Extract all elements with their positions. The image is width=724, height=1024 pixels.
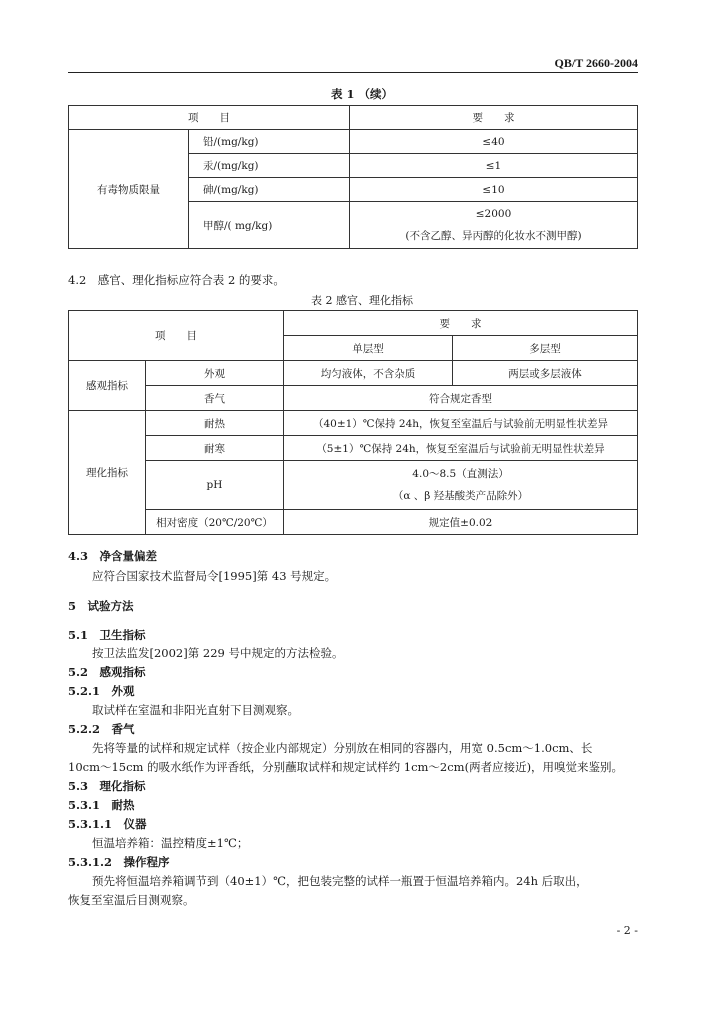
req-arsenic: ≤10 [350,178,638,202]
group-toxic-limits: 有毒物质限量 [69,130,189,249]
heading-5-3-1-2: 5.3.1.2 操作程序 [68,855,170,869]
group-physicochemical: 理化指标 [69,411,146,535]
heading-5-3-1-1: 5.3.1.1 仪器 [68,817,147,831]
col-header-item: 项 目 [69,311,284,361]
table-2-sensory-physicochemical [68,310,638,535]
req-fragrance: 符合规定香型 [284,386,638,411]
req-ph-range: 4.0～8.5（直测法） [412,468,509,480]
text-5-2-2-line2: 10cm～15cm 的吸水纸作为评香纸，分别蘸取试样和规定试样约 1cm～2cm(两者应接近)，用嗅觉来鉴别。 [68,760,624,774]
text-4-3: 应符合国家技术监督局令[1995]第 43 号规定。 [92,569,337,583]
table2-title: 表 2 感官、理化指标 [311,294,413,307]
req-appearance-single: 均匀液体，不含杂质 [284,361,453,386]
heading-5: 5 试验方法 [68,599,134,613]
req-heat-resistance: （40±1）℃保持 24h，恢复至室温后与试验前无明显性状差异 [284,411,638,436]
standard-code: QB/T 2660-2004 [554,56,638,70]
heading-5-3-1: 5.3.1 耐热 [68,798,135,812]
table-row [69,461,638,510]
page-number: - 2 - [616,924,638,937]
table1-title: 表 1 （续） [330,87,393,101]
text-5-2-1: 取试样在室温和非阳光直射下目测观察。 [92,703,299,717]
item-cold-resistance: 耐寒 [146,436,284,461]
table-1-continued [68,105,638,249]
item-mercury: 汞/(mg/kg) [189,154,350,178]
item-relative-density: 相对密度（20℃/20℃） [146,510,284,535]
text-5-3-1-1: 恒温培养箱：温控精度±1℃； [92,836,249,850]
text-5-3-1-2-line2: 恢复至室温后目测观察。 [68,893,195,907]
heading-4-3: 4.3 净含量偏差 [68,549,158,563]
item-methanol: 甲醇/( mg/kg) [189,202,350,249]
req-relative-density: 规定值±0.02 [284,510,638,535]
clause-4-2: 4.2 感官、理化指标应符合表 2 的要求。 [68,273,285,287]
table-row [69,361,638,386]
table-row [69,311,638,336]
req-appearance-multi: 两层或多层液体 [453,361,638,386]
table-row [69,106,638,130]
item-appearance: 外观 [146,361,284,386]
item-ph: pH [146,461,284,510]
table-row [69,130,638,154]
table-row [69,386,638,411]
req-mercury: ≤1 [350,154,638,178]
req-lead: ≤40 [350,130,638,154]
group-sensory: 感观指标 [69,361,146,411]
heading-5-2-1: 5.2.1 外观 [68,684,135,698]
sub-header-single-layer: 单层型 [284,336,453,361]
table-row [69,411,638,436]
text-5-3-1-2-line1: 预先将恒温培养箱调节到（40±1）℃，把包装完整的试样一瓶置于恒温培养箱内。24h 后取出， [92,874,588,888]
req-ph-exception: （α 、β 羟基酸类产品除外） [392,490,529,502]
sub-header-multi-layer: 多层型 [453,336,638,361]
req-methanol-limit: ≤2000 [475,208,512,220]
req-methanol [350,202,638,249]
col-header-requirement: 要 求 [350,106,638,130]
text-5-1: 按卫法监发[2002]第 229 号中规定的方法检验。 [92,646,344,660]
table-row [69,436,638,461]
req-ph [284,461,638,510]
item-lead: 铅/(mg/kg) [189,130,350,154]
item-heat-resistance: 耐热 [146,411,284,436]
header-rule [68,72,638,73]
heading-5-3: 5.3 理化指标 [68,779,146,793]
req-methanol-note: (不含乙醇、异丙醇的化妆水不测甲醇) [405,230,582,242]
text-5-2-2-line1: 先将等量的试样和规定试样（按企业内部规定）分别放在相同的容器内，用宽 0.5cm～1.0cm、长 [92,741,593,755]
req-cold-resistance: （5±1）℃保持 24h，恢复至室温后与试验前无明显性状差异 [284,436,638,461]
heading-5-2-2: 5.2.2 香气 [68,722,135,736]
table-row [69,510,638,535]
item-fragrance: 香气 [146,386,284,411]
heading-5-1: 5.1 卫生指标 [68,628,146,642]
col-header-requirement: 要 求 [284,311,638,336]
heading-5-2: 5.2 感观指标 [68,665,146,679]
col-header-item: 项 目 [69,106,350,130]
item-arsenic: 砷/(mg/kg) [189,178,350,202]
